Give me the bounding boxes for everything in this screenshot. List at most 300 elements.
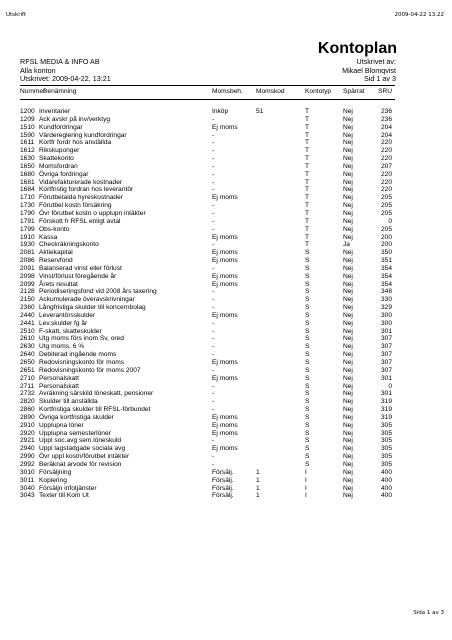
table-row bbox=[20, 116, 395, 124]
sru-code: 305 bbox=[380, 437, 392, 445]
account-type: S bbox=[305, 351, 310, 359]
account-number: 1791 bbox=[20, 217, 35, 225]
blocked-flag: Nej bbox=[343, 406, 353, 414]
account-name: Texter till Kom Ut bbox=[39, 492, 89, 500]
col-name: Benämning bbox=[43, 88, 77, 95]
sru-code: 0 bbox=[388, 382, 392, 390]
table-row bbox=[20, 132, 395, 140]
table-row bbox=[20, 186, 395, 194]
account-number: 3043 bbox=[20, 492, 35, 500]
sru-code: 236 bbox=[380, 108, 392, 115]
account-name: Skulder till anställda bbox=[39, 398, 98, 406]
table-row bbox=[20, 155, 395, 163]
account-type: S bbox=[305, 382, 310, 390]
blocked-flag: Nej bbox=[343, 390, 353, 398]
vat-treatment: - bbox=[212, 296, 215, 304]
account-name: Personalskatt bbox=[39, 382, 79, 390]
vat-treatment: - bbox=[212, 453, 215, 461]
account-type: S bbox=[305, 272, 310, 280]
account-name: Uppl lagstadgade sociala avg bbox=[39, 445, 126, 453]
vat-treatment: Försälj. bbox=[212, 476, 234, 484]
sru-code: 204 bbox=[380, 123, 392, 131]
table-row bbox=[20, 343, 395, 351]
sru-code: 220 bbox=[380, 147, 392, 155]
account-name: Ack avskr på inv/verktyg bbox=[39, 115, 111, 123]
account-number: 2091 bbox=[20, 264, 35, 272]
sru-code: 354 bbox=[380, 264, 392, 272]
account-name: Värdereglering kundfordringar bbox=[39, 131, 127, 139]
account-type: S bbox=[305, 460, 310, 468]
vat-treatment: Ej moms bbox=[212, 359, 238, 366]
account-name: Kortfr fordr hos anställda bbox=[39, 139, 112, 147]
vat-treatment: - bbox=[212, 241, 215, 249]
sru-code: 220 bbox=[380, 155, 392, 163]
sru-code: 205 bbox=[380, 194, 392, 202]
account-number: 2630 bbox=[20, 343, 35, 351]
account-type: T bbox=[305, 131, 310, 139]
vat-treatment: - bbox=[212, 382, 215, 390]
blocked-flag: Nej bbox=[343, 209, 353, 217]
table-row bbox=[20, 241, 395, 249]
col-vat-treatment: Momsbeh. bbox=[212, 88, 243, 95]
sru-code: 220 bbox=[380, 139, 392, 147]
blocked-flag: Nej bbox=[343, 319, 353, 327]
account-type: S bbox=[305, 343, 310, 351]
blocked-flag: Nej bbox=[343, 468, 353, 476]
account-name: Vidarefakturerade kostnader bbox=[39, 178, 123, 186]
account-type: S bbox=[305, 437, 310, 445]
blocked-flag: Nej bbox=[343, 162, 353, 170]
vat-treatment: - bbox=[212, 209, 215, 217]
account-number: 1710 bbox=[20, 194, 35, 202]
blocked-flag: Nej bbox=[343, 257, 353, 265]
blocked-flag: Nej bbox=[343, 335, 353, 343]
account-number: 1630 bbox=[20, 155, 35, 163]
blocked-flag: Nej bbox=[343, 233, 353, 241]
vat-code: 1 bbox=[256, 484, 260, 492]
blocked-flag: Nej bbox=[343, 170, 353, 178]
company-name: RFSL MEDIA & INFO AB bbox=[20, 57, 100, 66]
account-number: 1930 bbox=[20, 241, 35, 249]
vat-treatment: - bbox=[212, 335, 215, 343]
sru-code: 307 bbox=[380, 351, 392, 359]
account-type: T bbox=[305, 194, 310, 202]
account-name: Reservfond bbox=[39, 257, 73, 265]
account-number: 2992 bbox=[20, 460, 35, 468]
blocked-flag: Nej bbox=[343, 272, 353, 280]
blocked-flag: Nej bbox=[343, 131, 353, 139]
col-blocked: Spärrat bbox=[343, 88, 365, 95]
blocked-flag: Ja bbox=[343, 241, 350, 249]
vat-treatment: - bbox=[212, 437, 215, 445]
sru-code: 307 bbox=[380, 359, 392, 366]
account-type: S bbox=[305, 359, 310, 366]
table-row bbox=[20, 312, 395, 320]
sru-code: 205 bbox=[380, 209, 392, 217]
vat-treatment: - bbox=[212, 288, 215, 296]
table-row bbox=[20, 108, 395, 116]
sru-code: 319 bbox=[380, 413, 392, 421]
account-type: S bbox=[305, 406, 310, 414]
sru-code: 400 bbox=[380, 484, 392, 492]
sru-code: 350 bbox=[380, 249, 392, 257]
account-type: S bbox=[305, 327, 310, 335]
account-number: 1209 bbox=[20, 115, 35, 123]
account-number: 1680 bbox=[20, 170, 35, 178]
vat-treatment: - bbox=[212, 327, 215, 335]
account-table bbox=[20, 108, 395, 500]
table-row bbox=[20, 351, 395, 359]
account-number: 2150 bbox=[20, 296, 35, 304]
blocked-flag: Nej bbox=[343, 225, 353, 233]
sru-code: 305 bbox=[380, 460, 392, 468]
account-type: T bbox=[305, 147, 310, 155]
blocked-flag: Nej bbox=[343, 304, 353, 312]
table-row bbox=[20, 304, 395, 312]
table-row bbox=[20, 210, 395, 218]
account-number: 1681 bbox=[20, 178, 35, 186]
blocked-flag: Nej bbox=[343, 327, 353, 335]
account-type: T bbox=[305, 170, 310, 178]
blocked-flag: Nej bbox=[343, 413, 353, 421]
table-row bbox=[20, 406, 395, 414]
account-name: Debiterad ingående moms bbox=[39, 351, 117, 359]
vat-treatment: Ej moms bbox=[212, 429, 238, 437]
account-name: Checkräkningskonto bbox=[39, 241, 99, 249]
account-number: 2651 bbox=[20, 366, 35, 374]
vat-treatment: Försälj. bbox=[212, 492, 234, 500]
vat-treatment: - bbox=[212, 186, 215, 194]
account-number: 1790 bbox=[20, 209, 35, 217]
table-row bbox=[20, 492, 395, 500]
blocked-flag: Nej bbox=[343, 115, 353, 123]
table-row bbox=[20, 445, 395, 453]
account-name: Beräknat arvode för revision bbox=[39, 460, 122, 468]
account-name: Aktiekapital bbox=[39, 249, 73, 257]
page-footer: Sida 1 av 3 bbox=[413, 610, 444, 616]
account-number: 2990 bbox=[20, 453, 35, 461]
table-row bbox=[20, 179, 395, 187]
vat-code: 1 bbox=[256, 476, 260, 484]
col-sru: SRU bbox=[378, 88, 392, 95]
sru-code: 351 bbox=[380, 257, 392, 265]
table-row bbox=[20, 147, 395, 155]
table-row bbox=[20, 430, 395, 438]
account-name: Momsfordran bbox=[39, 162, 78, 170]
account-number: 2640 bbox=[20, 351, 35, 359]
vat-code: 1 bbox=[256, 468, 260, 476]
vat-treatment: - bbox=[212, 398, 215, 406]
account-name: Redovisningskonto för moms 2007 bbox=[39, 366, 141, 374]
vat-treatment: - bbox=[212, 147, 215, 155]
sru-code: 220 bbox=[380, 170, 392, 178]
account-number: 2440 bbox=[20, 311, 35, 319]
blocked-flag: Nej bbox=[343, 178, 353, 186]
page-count: Sid 1 av 3 bbox=[364, 74, 396, 84]
vat-treatment: - bbox=[212, 366, 215, 374]
account-name: Avräkning särskild löneskatt, pensioner bbox=[39, 390, 154, 398]
vat-treatment: - bbox=[212, 406, 215, 414]
account-number: 2711 bbox=[20, 382, 35, 390]
account-name: Årets resultat bbox=[39, 280, 78, 288]
account-name: Leverantörsskulder bbox=[39, 311, 96, 319]
account-name: Kundfordringar bbox=[39, 123, 83, 131]
sru-code: 204 bbox=[380, 131, 392, 139]
account-type: T bbox=[305, 155, 310, 163]
vat-treatment: Ej moms bbox=[212, 249, 238, 257]
header-rule-top bbox=[20, 85, 395, 86]
account-name: Försäljn infotjänster bbox=[39, 484, 97, 492]
vat-treatment: Ej moms bbox=[212, 194, 238, 202]
vat-treatment: Ej moms bbox=[212, 257, 238, 265]
sru-code: 305 bbox=[380, 421, 392, 429]
account-type: T bbox=[305, 108, 310, 115]
column-headers bbox=[20, 88, 395, 97]
sru-code: 301 bbox=[380, 390, 392, 398]
sru-code: 205 bbox=[380, 202, 392, 210]
account-name: Upplupna semesterlöner bbox=[39, 429, 111, 437]
table-row bbox=[20, 124, 395, 132]
account-type: S bbox=[305, 257, 310, 265]
account-type: S bbox=[305, 280, 310, 288]
vat-treatment: Ej moms bbox=[212, 280, 238, 288]
table-row bbox=[20, 139, 395, 147]
table-row bbox=[20, 414, 395, 422]
account-name: Utg moms förs inom Sv, ored bbox=[39, 335, 124, 343]
blocked-flag: Nej bbox=[343, 343, 353, 351]
sru-code: 354 bbox=[380, 280, 392, 288]
account-type: T bbox=[305, 139, 310, 147]
table-row bbox=[20, 367, 395, 375]
account-type: S bbox=[305, 429, 310, 437]
account-type: T bbox=[305, 162, 310, 170]
account-name: Periodiseringsfond vid 2008 års taxering bbox=[39, 288, 157, 296]
account-name: Förskott fr RFSL enligt avtal bbox=[39, 217, 121, 225]
vat-code: 1 bbox=[256, 492, 260, 500]
account-name: Vinst/förlust föregående år bbox=[39, 272, 117, 280]
table-row bbox=[20, 265, 395, 273]
account-type: T bbox=[305, 225, 310, 233]
account-type: T bbox=[305, 241, 310, 249]
table-row bbox=[20, 320, 395, 328]
vat-treatment: Ej moms bbox=[212, 272, 238, 280]
account-name: F-skatt, skatteskulder bbox=[39, 327, 102, 335]
account-name: Övriga kortfristiga skulder bbox=[39, 413, 114, 421]
account-type: S bbox=[305, 374, 310, 382]
blocked-flag: Nej bbox=[343, 296, 353, 304]
meta-left bbox=[20, 58, 111, 84]
table-row bbox=[20, 453, 395, 461]
account-number: 2820 bbox=[20, 398, 35, 406]
vat-treatment: Ej moms bbox=[212, 123, 238, 131]
table-row bbox=[20, 226, 395, 234]
table-row bbox=[20, 202, 395, 210]
blocked-flag: Nej bbox=[343, 280, 353, 288]
account-type: S bbox=[305, 366, 310, 374]
account-type: S bbox=[305, 319, 310, 327]
sru-code: 200 bbox=[380, 241, 392, 249]
table-row bbox=[20, 359, 395, 367]
vat-treatment: - bbox=[212, 202, 215, 210]
col-number: Nummer bbox=[20, 88, 46, 95]
table-row bbox=[20, 335, 395, 343]
blocked-flag: Nej bbox=[343, 264, 353, 272]
account-name: Långfristiga skulder till koncernbolag bbox=[39, 304, 146, 312]
sru-code: 319 bbox=[380, 398, 392, 406]
account-number: 2910 bbox=[20, 421, 35, 429]
account-number: 1650 bbox=[20, 162, 35, 170]
vat-treatment: - bbox=[212, 155, 215, 163]
vat-treatment: Försälj. bbox=[212, 468, 234, 476]
account-type: S bbox=[305, 413, 310, 421]
vat-treatment: Ej moms bbox=[212, 421, 238, 429]
account-type: S bbox=[305, 296, 310, 304]
printed-by-name: Mikael Blomqvist bbox=[342, 65, 396, 75]
account-number: 2610 bbox=[20, 335, 35, 343]
table-row bbox=[20, 194, 395, 202]
sru-code: 200 bbox=[380, 233, 392, 241]
blocked-flag: Nej bbox=[343, 460, 353, 468]
account-number: 1612 bbox=[20, 147, 35, 155]
printed-date: Utskrivet: 2009-04-22, 13:21 bbox=[20, 74, 111, 84]
account-number: 2441 bbox=[20, 319, 35, 327]
account-number: 1799 bbox=[20, 225, 35, 233]
blocked-flag: Nej bbox=[343, 437, 353, 445]
table-row bbox=[20, 273, 395, 281]
blocked-flag: Nej bbox=[343, 186, 353, 194]
account-type: I bbox=[305, 476, 307, 484]
vat-treatment: - bbox=[212, 225, 215, 233]
sru-code: 300 bbox=[380, 311, 392, 319]
account-number: 2081 bbox=[20, 249, 35, 257]
sru-code: 207 bbox=[380, 162, 392, 170]
table-row bbox=[20, 485, 395, 493]
vat-treatment: - bbox=[212, 351, 215, 359]
account-name: Övr förutbet kostn o upplupn intäkter bbox=[39, 209, 146, 217]
account-number: 1200 bbox=[20, 108, 35, 115]
sru-code: 301 bbox=[380, 327, 392, 335]
account-type: S bbox=[305, 335, 310, 343]
vat-treatment: Inköp bbox=[212, 108, 229, 115]
blocked-flag: Nej bbox=[343, 351, 353, 359]
col-account-type: Kontotyp bbox=[305, 88, 332, 95]
vat-treatment: Ej moms bbox=[212, 374, 238, 382]
account-name: Övr uppl kostn/förutbet intäkter bbox=[39, 453, 130, 461]
table-row bbox=[20, 296, 395, 304]
blocked-flag: Nej bbox=[343, 374, 353, 382]
sru-code: 305 bbox=[380, 429, 392, 437]
vat-treatment: - bbox=[212, 178, 215, 186]
account-name: Utg moms, 6 % bbox=[39, 343, 85, 351]
account-name: Skattekonto bbox=[39, 155, 74, 163]
account-number: 2940 bbox=[20, 445, 35, 453]
account-number: 1590 bbox=[20, 131, 35, 139]
account-number: 2710 bbox=[20, 374, 35, 382]
blocked-flag: Nej bbox=[343, 476, 353, 484]
vat-treatment: - bbox=[212, 264, 215, 272]
blocked-flag: Nej bbox=[343, 382, 353, 390]
vat-treatment: Ej moms bbox=[212, 311, 238, 319]
header-rule-bottom bbox=[20, 99, 395, 100]
col-vat-code: Momskod bbox=[256, 88, 285, 95]
table-row bbox=[20, 422, 395, 430]
vat-treatment: - bbox=[212, 115, 215, 123]
table-row bbox=[20, 234, 395, 242]
account-type: S bbox=[305, 288, 310, 296]
account-type: I bbox=[305, 468, 307, 476]
vat-code: 51 bbox=[256, 108, 264, 115]
account-name: Personalskatt bbox=[39, 374, 79, 382]
sru-code: 400 bbox=[380, 476, 392, 484]
account-name: Ackumulerade överavskrivningar bbox=[39, 296, 135, 304]
table-row bbox=[20, 437, 395, 445]
vat-treatment: - bbox=[212, 162, 215, 170]
sru-code: 307 bbox=[380, 335, 392, 343]
sru-code: 0 bbox=[388, 217, 392, 225]
blocked-flag: Nej bbox=[343, 249, 353, 257]
account-number: 1910 bbox=[20, 233, 35, 241]
account-name: Lev.skulder fg år bbox=[39, 319, 88, 327]
vat-treatment: - bbox=[212, 390, 215, 398]
account-number: 2128 bbox=[20, 288, 35, 296]
account-type: T bbox=[305, 123, 310, 131]
account-type: T bbox=[305, 209, 310, 217]
account-name: Kortfristig fordran hos leverantör bbox=[39, 186, 134, 194]
table-row bbox=[20, 390, 395, 398]
account-type: T bbox=[305, 178, 310, 186]
sru-code: 220 bbox=[380, 186, 392, 194]
account-type: T bbox=[305, 115, 310, 123]
table-row bbox=[20, 218, 395, 226]
table-row bbox=[20, 328, 395, 336]
blocked-flag: Nej bbox=[343, 445, 353, 453]
table-row bbox=[20, 398, 395, 406]
sru-code: 305 bbox=[380, 453, 392, 461]
account-type: S bbox=[305, 304, 310, 312]
vat-treatment: - bbox=[212, 319, 215, 327]
account-number: 3011 bbox=[20, 476, 35, 484]
blocked-flag: Nej bbox=[343, 421, 353, 429]
blocked-flag: Nej bbox=[343, 311, 353, 319]
printed-by-label: Utskrivet av: bbox=[356, 57, 396, 66]
account-name: Förutbel kostn försäkring bbox=[39, 202, 112, 210]
table-row bbox=[20, 383, 395, 391]
account-number: 2732 bbox=[20, 390, 35, 398]
blocked-flag: Nej bbox=[343, 123, 353, 131]
vat-treatment: - bbox=[212, 131, 215, 139]
account-type: S bbox=[305, 421, 310, 429]
account-number: 3010 bbox=[20, 468, 35, 476]
table-row bbox=[20, 375, 395, 383]
blocked-flag: Nej bbox=[343, 429, 353, 437]
account-type: S bbox=[305, 264, 310, 272]
account-name: Kortfristiga skulder till RFSL-förbundet bbox=[39, 406, 151, 414]
blocked-flag: Nej bbox=[343, 139, 353, 147]
table-row bbox=[20, 163, 395, 171]
blocked-flag: Nej bbox=[343, 217, 353, 225]
vat-treatment: - bbox=[212, 139, 215, 147]
vat-treatment: - bbox=[212, 170, 215, 178]
account-type: S bbox=[305, 445, 310, 453]
account-type: S bbox=[305, 390, 310, 398]
account-type: S bbox=[305, 398, 310, 406]
account-name: Övriga fordringar bbox=[39, 170, 89, 178]
blocked-flag: Nej bbox=[343, 108, 353, 115]
account-type: T bbox=[305, 202, 310, 210]
account-type: T bbox=[305, 233, 310, 241]
blocked-flag: Nej bbox=[343, 366, 353, 374]
sru-code: 236 bbox=[380, 115, 392, 123]
